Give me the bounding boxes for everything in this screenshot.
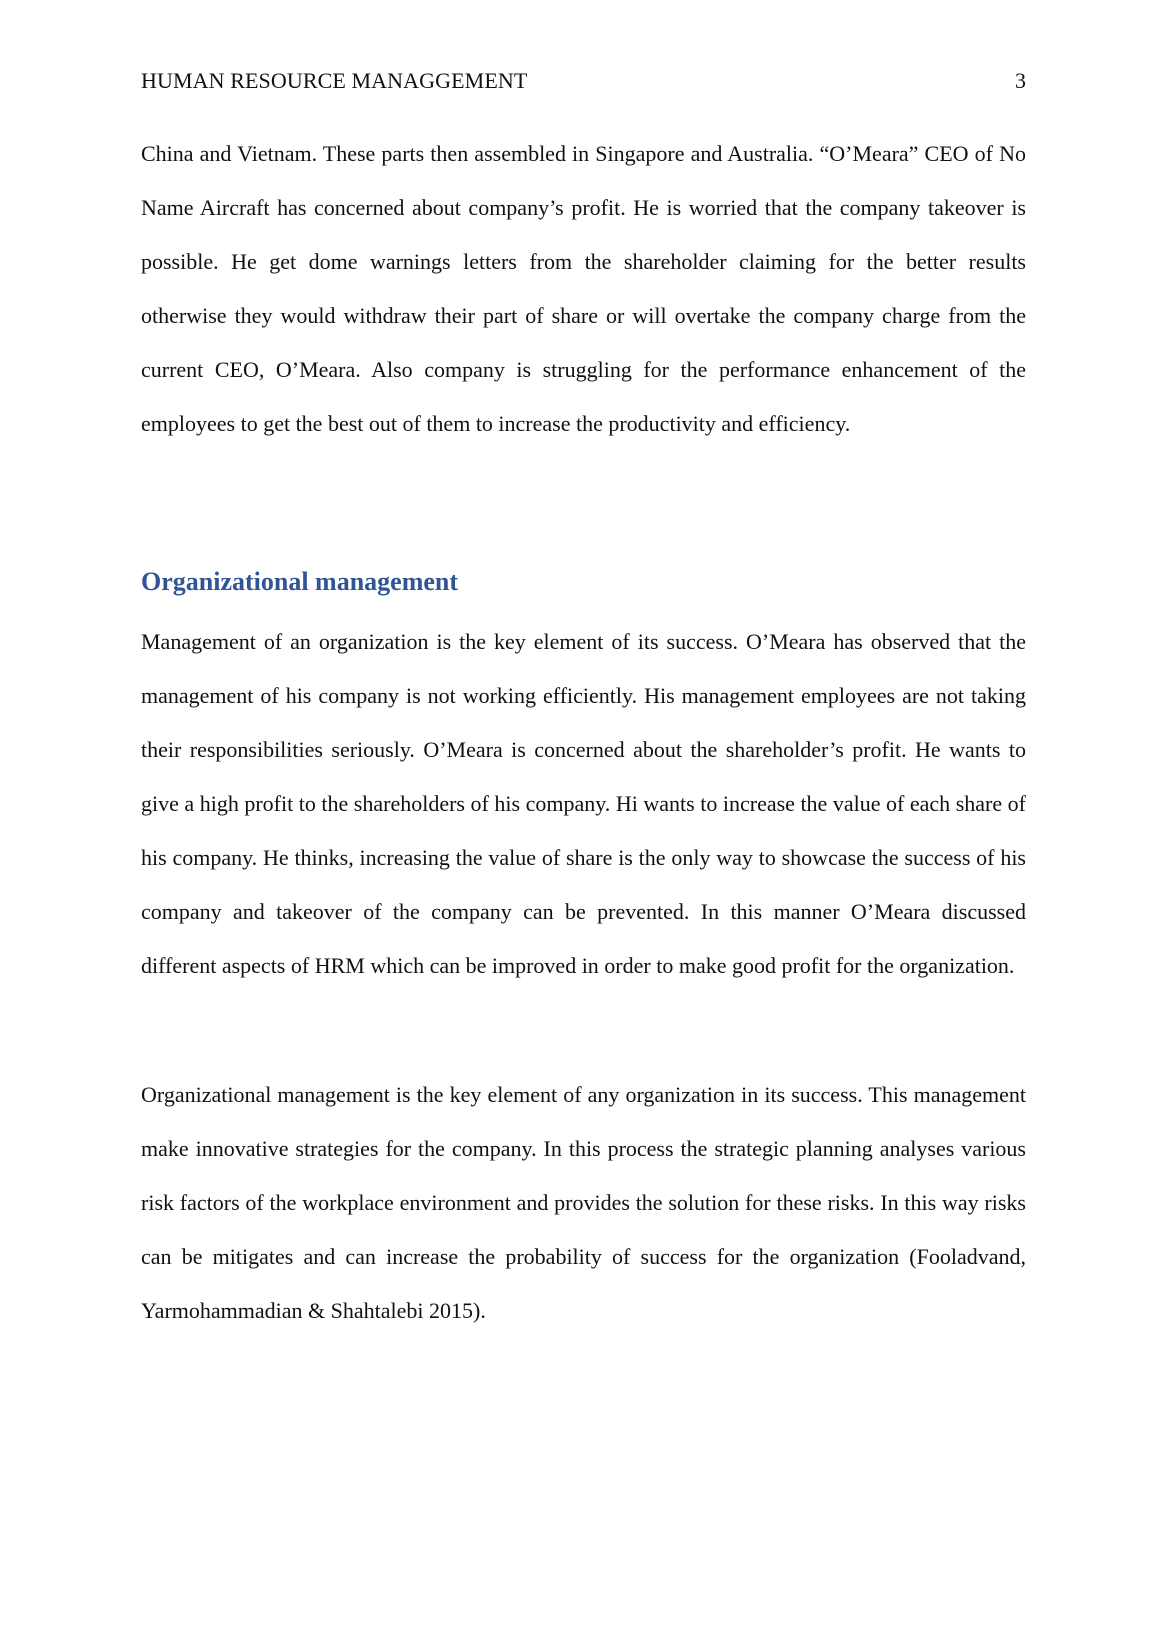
body-paragraph-1: China and Vietnam. These parts then assembled in Singapore and Australia. “O’Meara” CEO of No Name Aircraft has concerned about company’s profit. He is worried that the company takeover is possible. He get dome warnings letters from the shareholder claiming for the better results otherwise they would withdraw their part of share or will overtake the company charge from the current CEO, O’Meara. Also company is struggling for the performance enhancement of the employees to get the best out of them to increase the productivity and efficiency. bbox=[141, 141, 1026, 436]
body-paragraph-2: Management of an organization is the key element of its success. O’Meara has observed that the management of his company is not working efficiently. His management employees are not taking their responsibilities seriously. O’Meara is concerned about the shareholder’s profit. He wants to give a high profit to the shareholders of his company. Hi wants to increase the value of each share of his company. He thinks, increasing the value of share is the only way to showcase the success of his company and takeover of the company can be prevented. In this manner O’Meara discussed different aspects of HRM which can be improved in order to make good profit for the organization. bbox=[141, 629, 1026, 978]
page-number: 3 bbox=[1015, 68, 1026, 93]
section-heading: Organizational management bbox=[141, 567, 459, 596]
body-paragraph-3: Organizational management is the key element of any organization in its success. This management make innovative strategies for the company. In this process the strategic planning analyses various risk factors of the workplace environment and provides the solution for these risks. In this way risks can be mitigates and can increase the probability of success for the organization (Fooladvand, Yarmohammadian & Shahtalebi 2015). bbox=[141, 1082, 1026, 1323]
page-header bbox=[141, 66, 1026, 96]
running-head: HUMAN RESOURCE MANAGGEMENT bbox=[141, 68, 528, 93]
